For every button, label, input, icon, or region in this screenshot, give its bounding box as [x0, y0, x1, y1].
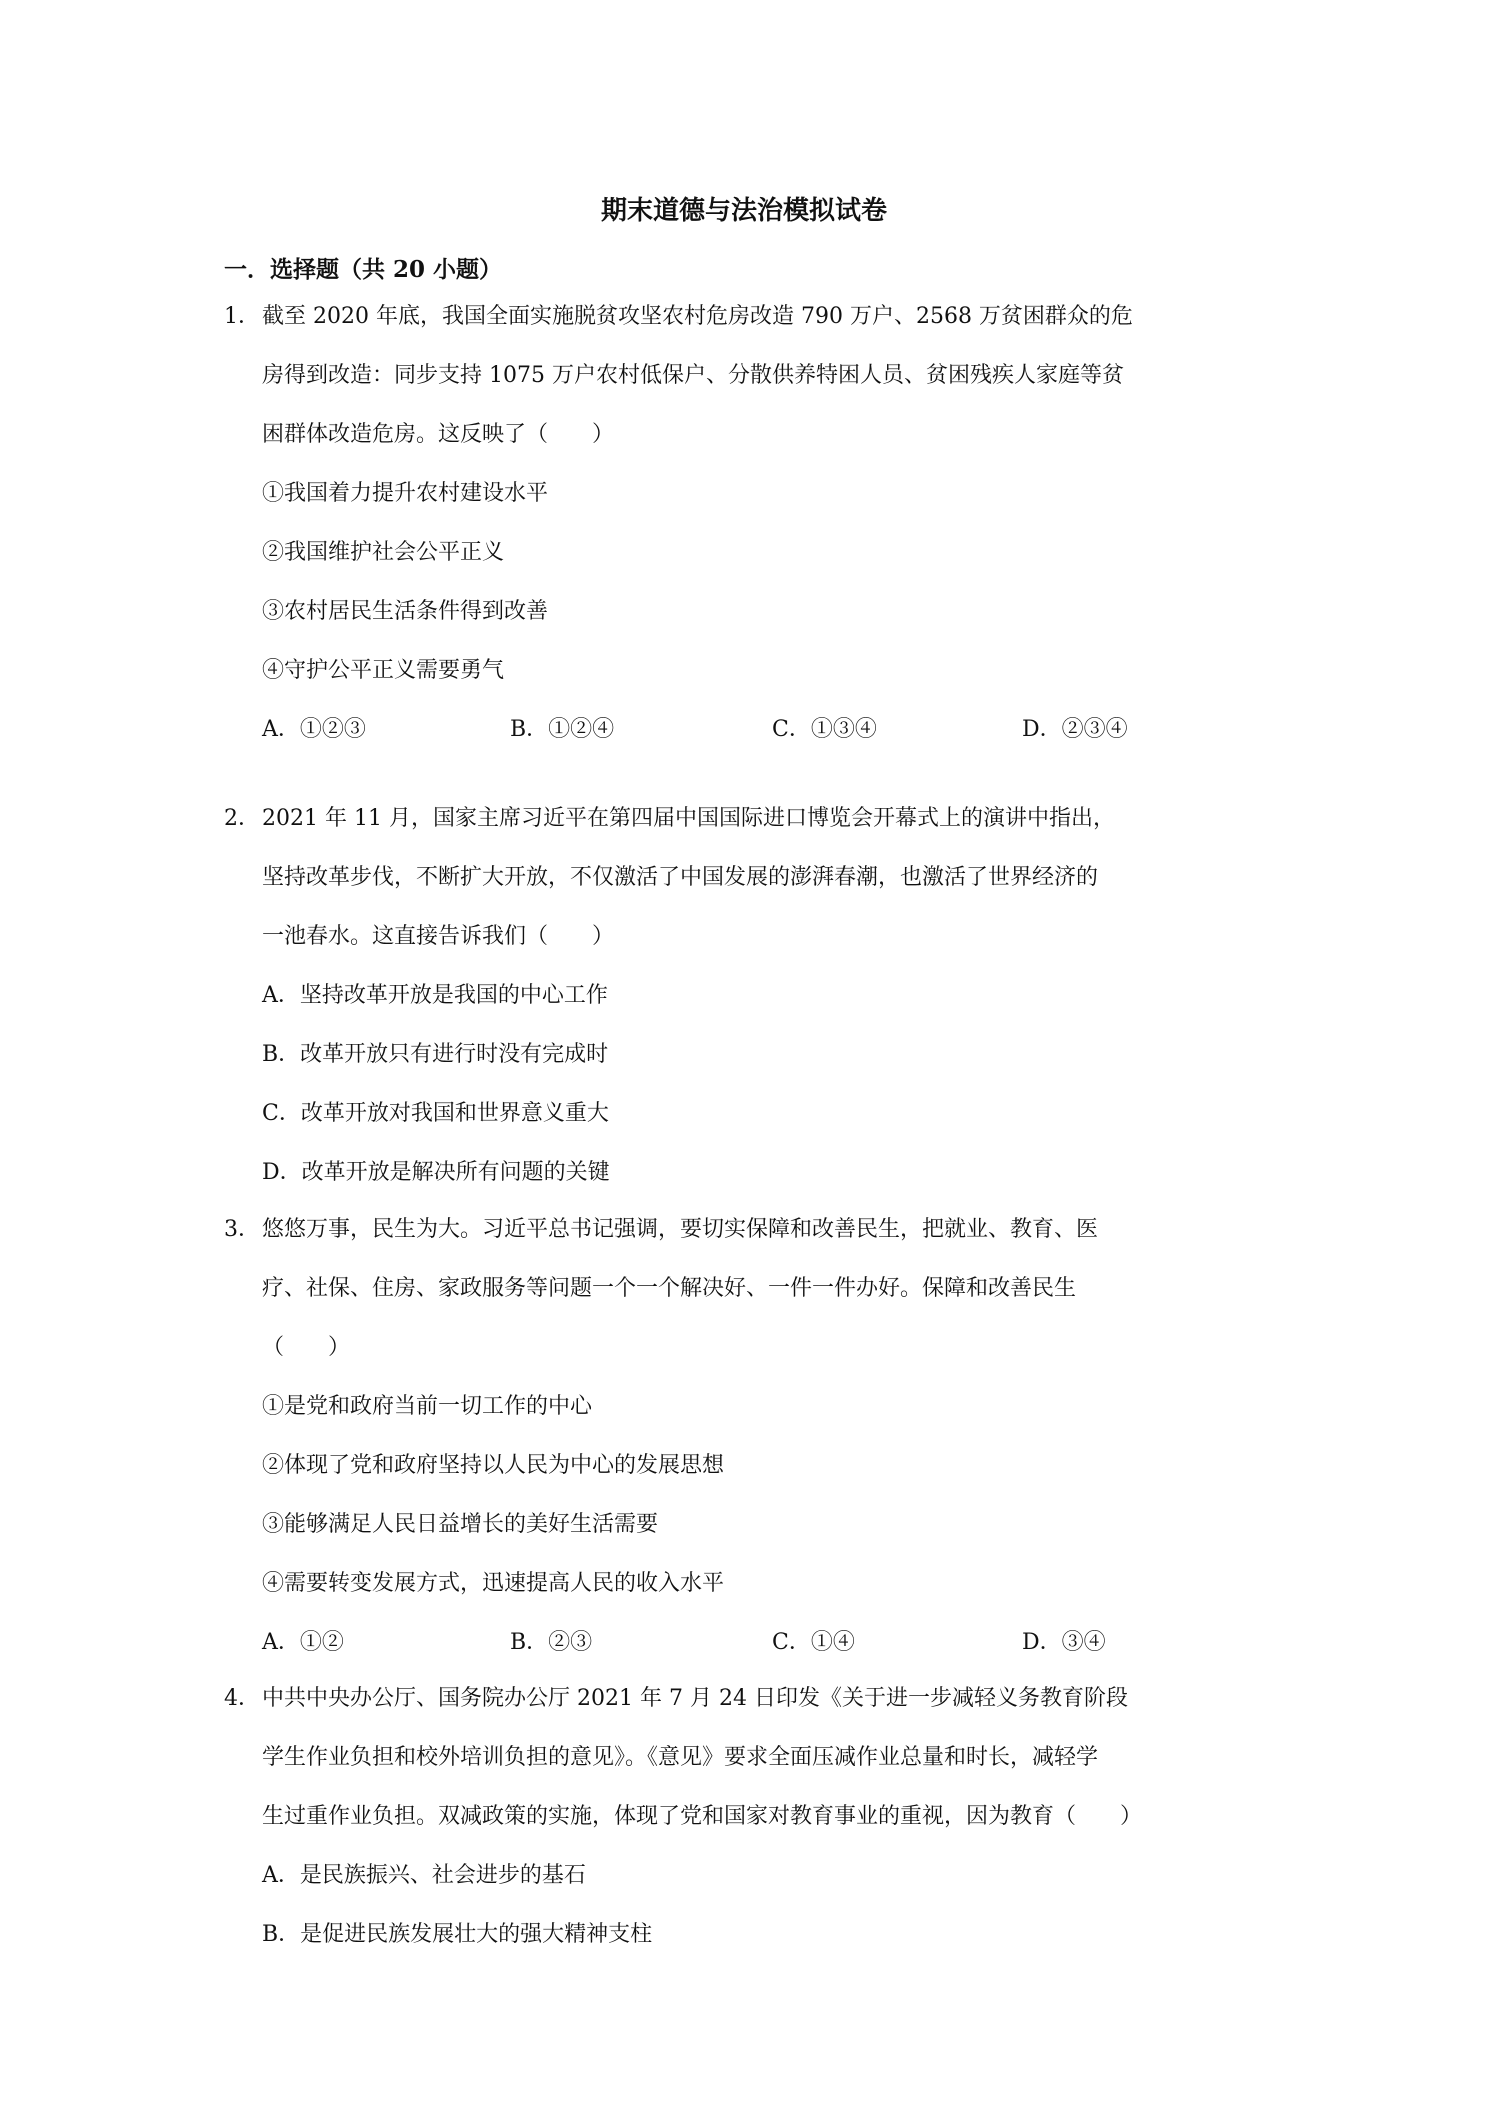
question-stem: [262, 1669, 1274, 1846]
option-c[interactable]: C．①③④: [772, 717, 877, 742]
answer-options: [262, 1846, 1274, 1964]
option-b[interactable]: B．改革开放只有进行时没有完成时: [262, 1042, 609, 1067]
question-number: 2．: [224, 806, 260, 831]
option-d[interactable]: D．③④: [1022, 1630, 1106, 1655]
option-c[interactable]: C．①④: [772, 1630, 855, 1655]
option-a[interactable]: A．是民族振兴、社会进步的基石: [262, 1863, 586, 1888]
section-heading: 一．选择题（共 20 小题）: [224, 256, 503, 283]
question-3: [224, 1200, 1274, 1672]
answer-options: [262, 966, 1274, 1202]
statement-item: ③农村居民生活条件得到改善: [262, 599, 549, 624]
option-a[interactable]: A．①②③: [262, 717, 366, 742]
answer-options: [262, 1613, 1274, 1672]
question-4: [224, 1669, 1274, 1964]
statement-item: ③能够满足人民日益增长的美好生活需要: [262, 1512, 659, 1537]
statement-item: ②体现了党和政府坚持以人民为中心的发展思想: [262, 1453, 725, 1478]
stem-line: 房得到改造：同步支持 1075 万户农村低保户、分散供养特困人员、贫困残疾人家庭等贫: [262, 363, 1124, 388]
option-a[interactable]: A．①②: [262, 1630, 344, 1655]
stem-line: 生过重作业负担。双减政策的实施，体现了党和国家对教育事业的重视，因为教育（ ）: [262, 1804, 1143, 1829]
option-b[interactable]: B．①②④: [510, 717, 615, 742]
stem-line: 坚持改革步伐，不断扩大开放，不仅激活了中国发展的澎湃春潮，也激活了世界经济的: [262, 865, 1099, 890]
statement-item: ④需要转变发展方式，迅速提高人民的收入水平: [262, 1571, 725, 1596]
stem-line: 一池春水。这直接告诉我们（ ）: [262, 924, 615, 949]
statement-item: ②我国维护社会公平正义: [262, 540, 505, 565]
question-number: 4．: [224, 1686, 260, 1711]
stem-line: 疗、社保、住房、家政服务等问题一个一个解决好、一件一件办好。保障和改善民生: [262, 1276, 1077, 1301]
statement-item: ①是党和政府当前一切工作的中心: [262, 1394, 593, 1419]
question-number: 1．: [224, 304, 260, 329]
stem-line: 悠悠万事，民生为大。习近平总书记强调，要切实保障和改善民生，把就业、教育、医: [262, 1217, 1099, 1242]
statement-item: ④守护公平正义需要勇气: [262, 658, 505, 683]
option-b[interactable]: B．②③: [510, 1630, 593, 1655]
stem-line: 2021 年 11 月，国家主席习近平在第四届中国国际进口博览会开幕式上的演讲中指出，: [262, 806, 1115, 831]
answer-options: [262, 700, 1274, 759]
statement-item: ①我国着力提升农村建设水平: [262, 481, 549, 506]
stem-line: 学生作业负担和校外培训负担的意见》。《意见》要求全面压减作业总量和时长，减轻学: [262, 1745, 1099, 1770]
question-stem: [262, 789, 1274, 966]
question-1: [224, 287, 1274, 759]
question-number: 3．: [224, 1217, 260, 1242]
option-c[interactable]: C．改革开放对我国和世界意义重大: [262, 1101, 609, 1126]
stem-line: （ ）: [262, 1335, 351, 1360]
question-stem: [262, 1200, 1274, 1377]
option-a[interactable]: A．坚持改革开放是我国的中心工作: [262, 983, 608, 1008]
page-title: 期末道德与法治模拟试卷: [600, 196, 887, 226]
statement-list: [262, 464, 1274, 700]
option-d[interactable]: D．②③④: [1022, 717, 1128, 742]
question-2: [224, 789, 1274, 1202]
option-b[interactable]: B．是促进民族发展壮大的强大精神支柱: [262, 1922, 653, 1947]
stem-line: 困群体改造危房。这反映了（ ）: [262, 422, 615, 447]
option-d[interactable]: D．改革开放是解决所有问题的关键: [262, 1160, 610, 1185]
statement-list: [262, 1377, 1274, 1613]
question-stem: [262, 287, 1274, 464]
stem-line: 截至 2020 年底，我国全面实施脱贫攻坚农村危房改造 790 万户、2568 万贫困群众的危: [262, 304, 1133, 329]
stem-line: 中共中央办公厅、国务院办公厅 2021 年 7 月 24 日印发《关于进一步减轻义务教育阶段: [262, 1686, 1128, 1711]
